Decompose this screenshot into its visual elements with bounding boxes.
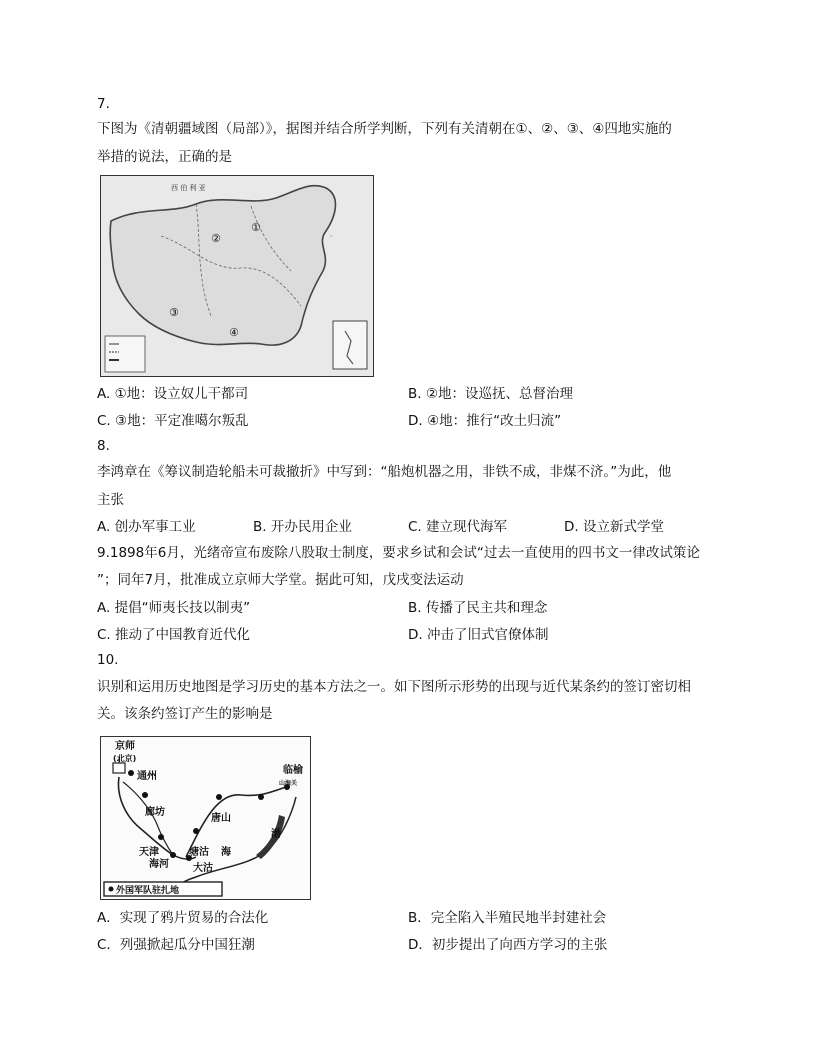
- map-legend-label: 外国军队驻扎地: [116, 886, 180, 896]
- q8-option-a[interactable]: A. 创办军事工业: [97, 519, 196, 535]
- q8-option-c[interactable]: C. 建立现代海军: [408, 519, 508, 535]
- region-4-label: ④: [229, 326, 239, 339]
- q8-option-d[interactable]: D. 设立新式学堂: [564, 519, 664, 535]
- label-tanggu: 塘沽: [189, 847, 209, 858]
- label-bo: 渤: [271, 829, 281, 840]
- q10-option-c[interactable]: C．列强掀起瓜分中国狂潮: [97, 937, 255, 953]
- q9-stem-line2: ”；同年7月，批准成立京师大学堂。据此可知，戊戌变法运动: [97, 572, 464, 588]
- label-beijing: (北京): [113, 754, 137, 763]
- q8-stem-line2: 主张: [97, 492, 124, 508]
- q10-option-b[interactable]: B．完全陷入半殖民地半封建社会: [408, 910, 607, 926]
- label-langfang: 廊坊: [145, 807, 165, 818]
- label-dagu: 大沽: [193, 863, 213, 874]
- label-tianjin: 天津: [139, 847, 159, 858]
- q9-option-b[interactable]: B. 传播了民主共和理念: [408, 600, 548, 616]
- q10-number: 10.: [97, 652, 119, 668]
- q8-stem-line1: 李鸿章在《筹议制造轮船未可裁撤折》中写到：“船炮机器之用，非铁不成，非煤不济。”为此，他: [97, 464, 672, 480]
- qing-territory-map: [100, 175, 374, 377]
- q10-stem-line1: 识别和运用历史地图是学习历史的基本方法之一。如下图所示形势的出现与近代某条约的签订密切相: [97, 679, 691, 695]
- q8-number: 8.: [97, 438, 110, 454]
- region-2-label: ②: [211, 232, 221, 245]
- label-hai: 海: [221, 847, 231, 858]
- q7-stem-line1: 下图为《清朝疆域图（局部）》，据图并结合所学判断，下列有关清朝在①、②、③、④四地实施的: [97, 121, 672, 137]
- q7-option-c[interactable]: C. ③地：平定准噶尔叛乱: [97, 413, 249, 429]
- q9-option-c[interactable]: C. 推动了中国教育近代化: [97, 627, 251, 643]
- label-shanhaiguan: 山海关: [279, 780, 298, 787]
- q9-option-d[interactable]: D. 冲击了旧式官僚体制: [408, 627, 549, 643]
- label-tongzhou: 通州: [137, 771, 157, 782]
- q9-option-a[interactable]: A. 提倡“师夷长技以制夷”: [97, 600, 251, 616]
- map-title-label: 西 伯 利 亚: [171, 184, 206, 192]
- label-jingshi: 京师: [115, 741, 135, 752]
- q7-option-a[interactable]: A. ①地：设立奴儿干都司: [97, 386, 249, 402]
- foreign-troops-map: [100, 736, 311, 900]
- q7-number: 7.: [97, 96, 110, 112]
- label-haihe: 海河: [149, 859, 169, 870]
- q9-stem-line1: 9.1898年6月，光绪帝宣布废除八股取士制度，要求乡试和会试“过去一直使用的四书文一律改试策论: [97, 545, 700, 561]
- q7-option-b[interactable]: B. ②地：设巡抚、总督治理: [408, 386, 573, 402]
- q10-option-a[interactable]: A．实现了鸦片贸易的合法化: [97, 910, 269, 926]
- region-1-label: ①: [251, 221, 261, 234]
- q7-option-d[interactable]: D. ④地：推行“改土归流”: [408, 413, 562, 429]
- q10-stem-line2: 关。该条约签订产生的影响是: [97, 706, 273, 722]
- region-3-label: ③: [169, 306, 179, 319]
- label-linyu: 临榆: [283, 765, 303, 776]
- q10-option-d[interactable]: D．初步提出了向西方学习的主张: [408, 937, 608, 953]
- q8-option-b[interactable]: B. 开办民用企业: [253, 519, 352, 535]
- label-tangshan: 唐山: [211, 813, 231, 824]
- q7-stem-line2: 举措的说法，正确的是: [97, 149, 232, 165]
